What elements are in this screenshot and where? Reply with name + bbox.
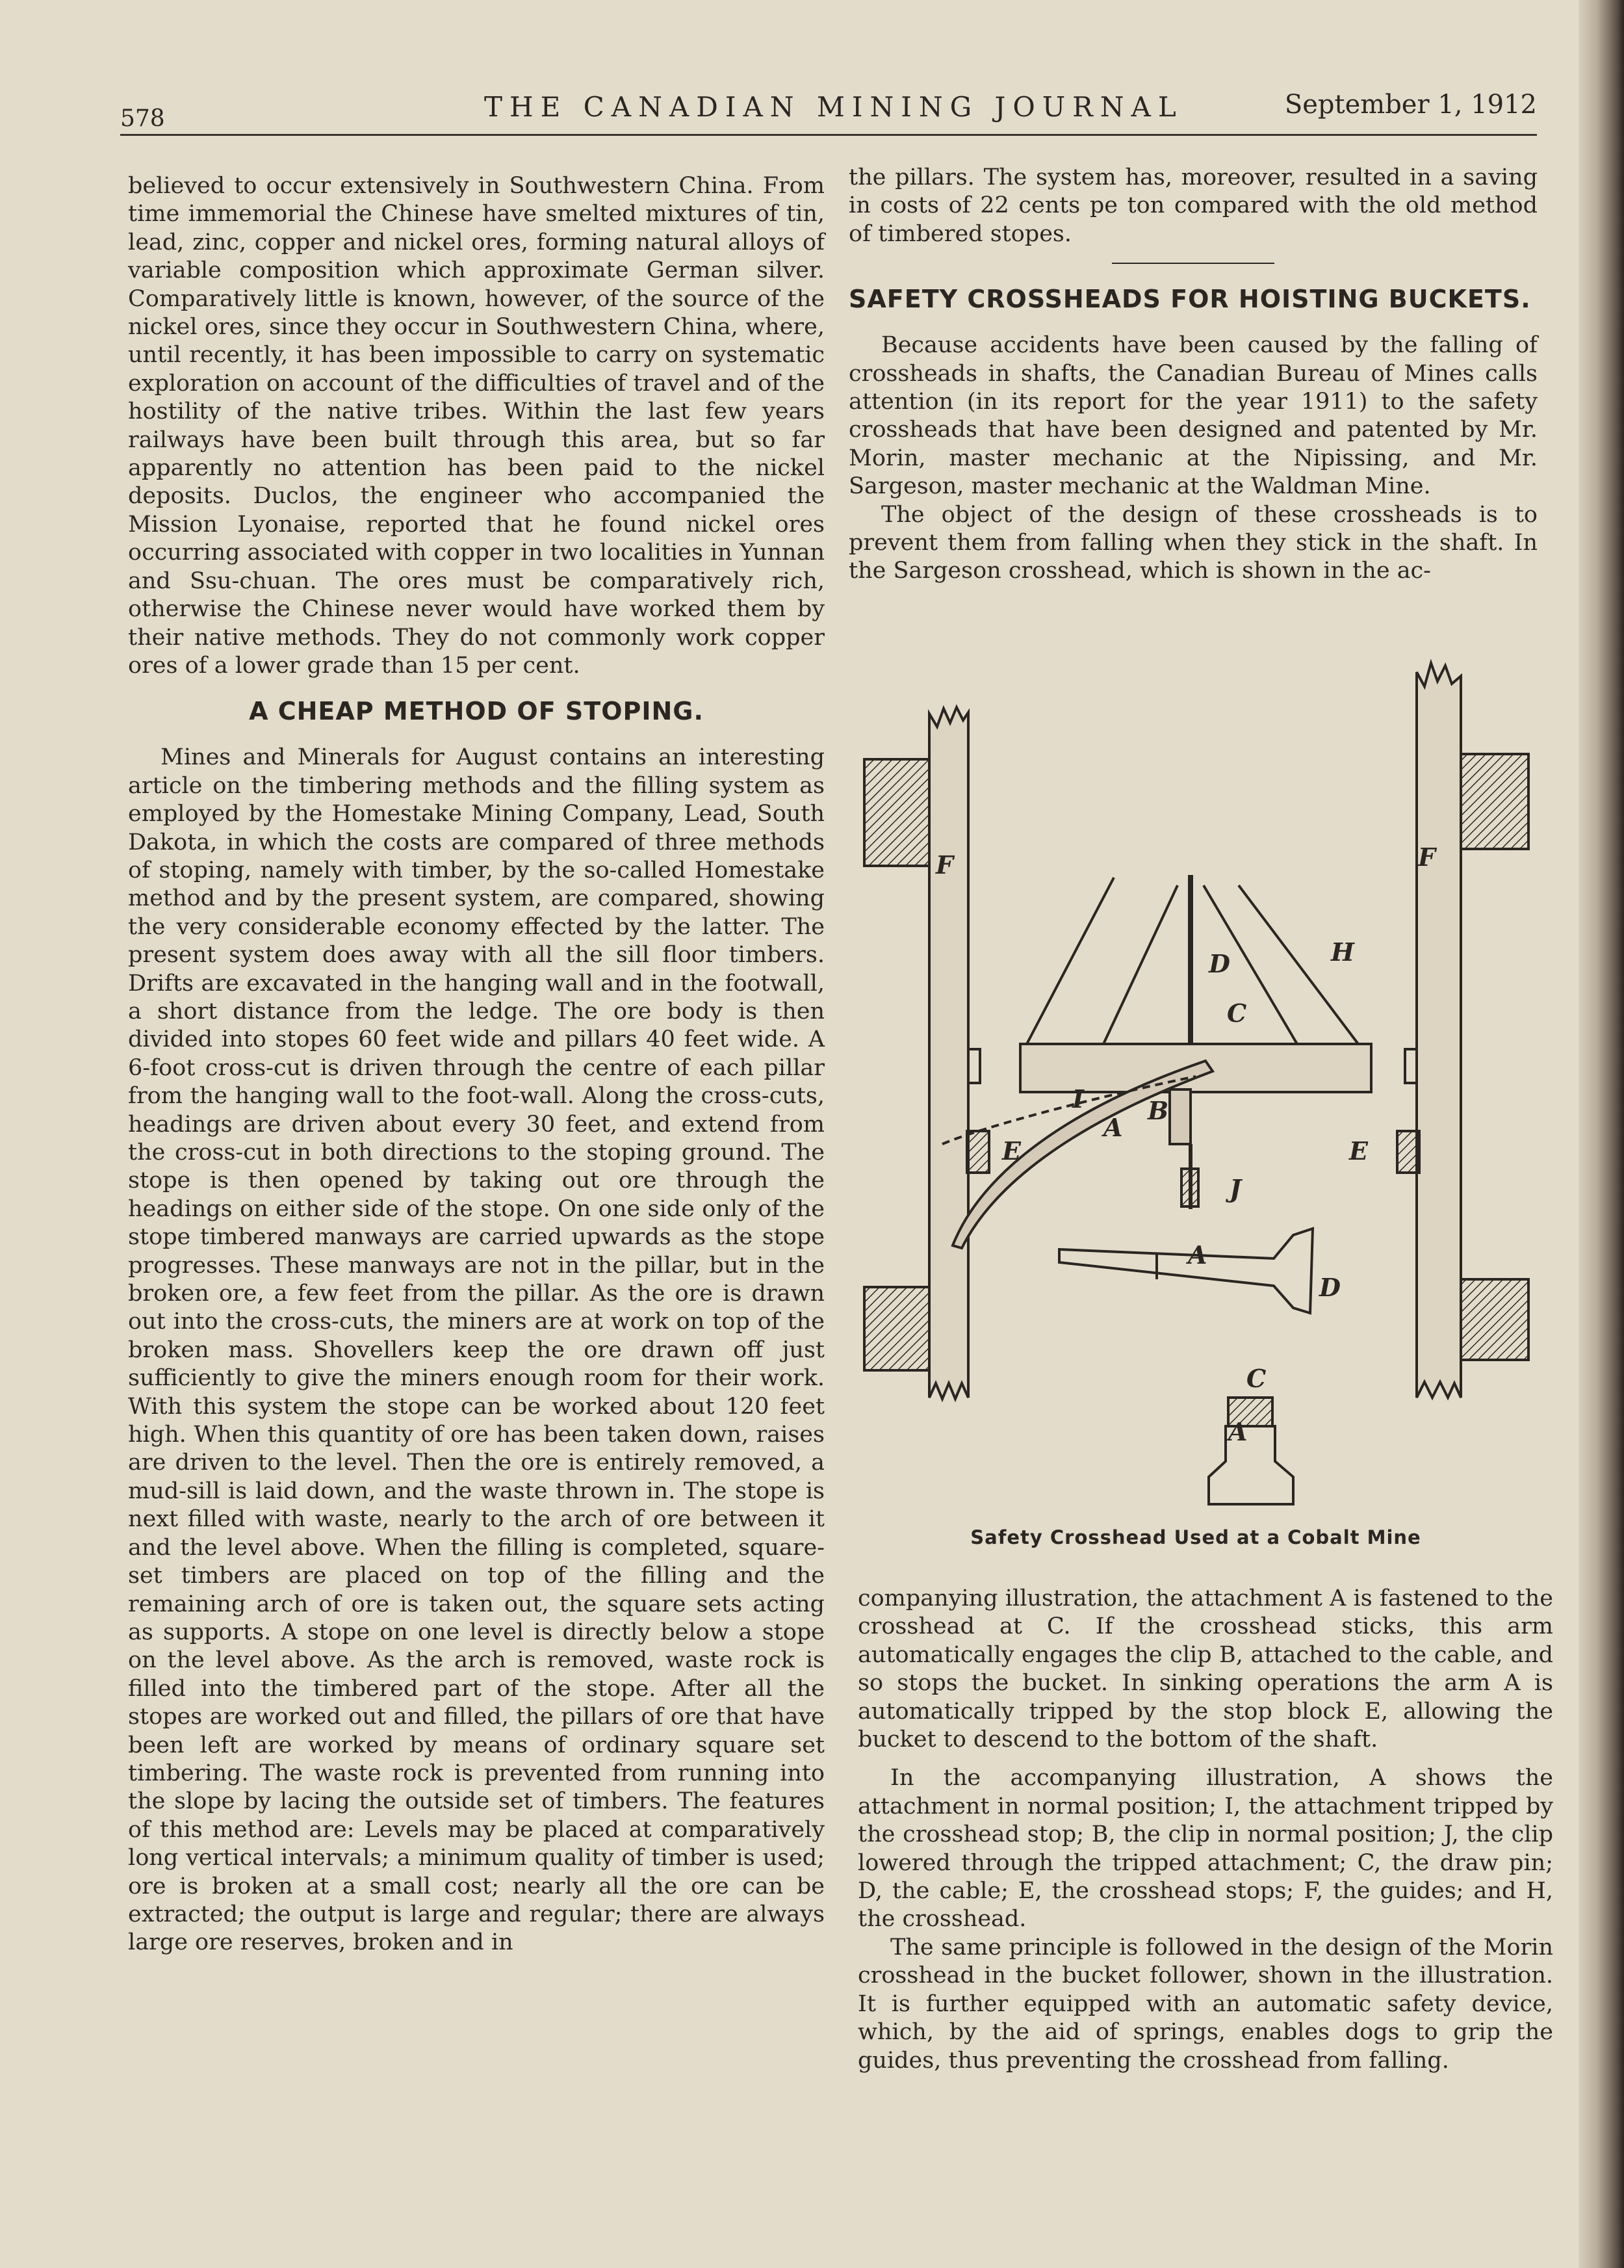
morin-crosshead-paragraph: The same principle is followed in the design of the Morin crosshead in the bucket follower, shown in the illustration. It is further equipped with an automatic safety device, which, by the aid of springs, enables dogs to grip the guides, thus preventing the crosshead from falling. [858,1934,1553,2074]
left-column [128,172,825,1957]
journal-title: THE CANADIAN MINING JOURNAL [484,91,1183,123]
right-column-bottom [858,1585,1553,2075]
page-number: 578 [120,105,165,132]
crossheads-object-paragraph: The object of the design of these crossheads is to prevent them from falling when they stick in the shaft. In the Sargeson crosshead, which is shown in the ac- [849,501,1538,584]
crosshead-diagram [845,650,1547,1521]
crossheads-intro-paragraph: Because accidents have been caused by the falling of crossheads in shafts, the Canadian Bureau of Mines calls attention (in its report for the year 1911) to the safety crossheads that have been designed and patented by Mr. Morin, master mechanic at the Nipissing, and Mr. Sargeson, master mechanic at the Waldman Mine. [849,332,1538,500]
nickel-paragraph: believed to occur extensively in Southwestern China. From time immemorial the Chinese have smelted mixtures of tin, lead, zinc, copper and nickel ores, forming natural alloys of variable composition which approximate German silver. Comparatively little is known, however, of the source of the nickel ores, since they occur in Southwestern China, where, until recently, it has been impossible to carry on systematic exploration on account of the difficulties of travel and of the hostility of the native tribes. Within the last few years railways have been built through this area, but so far apparently no attention has been paid to the nickel deposits. Duclos, the engineer who accompanied the Mission Lyonaise, reported that he found nickel ores occurring associated with copper in two localities in Yunnan and Ssu-chuan. The ores must be comparatively rich, otherwise the Chinese never would have worked them by their native methods. They do not commonly work copper ores of a lower grade than 15 per cent. [128,173,825,679]
clip-lowered [1181,1169,1198,1206]
running-header [120,83,1537,135]
figure-caption: Safety Crosshead Used at a Cobalt Mine [970,1526,1421,1548]
stop-block-right [1397,1131,1419,1173]
clip [1170,1089,1191,1144]
label-a-detail: A [1188,1240,1207,1270]
label-j-clip-lowered: J [1230,1174,1241,1203]
stoping-article-body: Mines and Minerals for August contains an interesting article on the timbering methods and the filling system as employed by the Homestake Mining Company, Lead, South Dakota, in which the costs are compared of three methods of stoping, namely with timber, by the so-called Homestake method and by the present system, are compared, showing the very considerable economy effected by the latter. The present system does away with all the sill floor timbers. Drifts are excavated in the hanging wall and in the footwall, a short distance from the ledge. The ore body is then divided into stopes 60 feet wide and pillars 40 feet wide. A 6-foot cross-cut is driven through the centre of each pillar from the hanging wall to the foot-wall. Along the cross-cuts, headings are driven about every 30 feet, and extend from the cross-cut in both directions to the stoping ground. The stope is then opened by taking out ore through the headings on either side of the stope. On one side only of the stope timbered manways are carried upwards as the stope progresses. These manways are not in the pillar, but in the broken ore, a few feet from the pillar. As the ore is drawn out into the cross-cuts, the miners are at work on top of the broken mass. Shovellers keep the ore drawn off just sufficiently to give the miners enough room for their work. With this system the stope can be worked about 120 feet high. When this quantity of ore has been taken down, raises are driven to the level. Then the ore is entirely removed, a mud-sill is laid down, and the waste thrown in. The stope is next filled with waste, nearly to the arch of ore between it and the level above. When the filling is completed, square-set timbers are placed on top of the filling and the remaining arch of ore is taken out, the square sets acting as supports. A stope on one level is directly below a stope on the level above. As the arch is removed, waste rock is filled into the timbered part of the stope. After all the stopes are worked out and filled, the pillars of ore that have been left are worked by means of ordinary square set timbering. The waste rock is prevented from running into the slope by lacing the outside set of timbers. The features of this method are: Levels may be placed at comparatively long vertical intervals; a minimum quality of timber is used; ore is broken at a small cost; nearly all the ore can be extracted; the output is large and regular; there are always large ore reserves, broken and in [128,744,825,1956]
label-a-draw-pin: A [1228,1417,1248,1446]
label-f-right: F [1418,842,1436,872]
crossheads-headline: SAFETY CROSSHEADS FOR HOISTING BUCKETS. [849,285,1531,314]
label-e-right: E [1349,1136,1368,1166]
header-rule [120,134,1537,136]
wall-block-upper-right [1457,754,1528,849]
pillars-paragraph: the pillars. The system has, moreover, resulted in a saving in costs of 22 cents pe ton compared with the old method of timbered stopes. [849,164,1538,247]
label-i-tripped: I [1072,1084,1084,1114]
crosshead-mechanism-paragraph: companying illustration, the attachment A is fastened to the crosshead at C. If the crosshead sticks, this arm automatically engages the clip B, attached to the cable, and so stops the bucket. In sinking operations the arm A is automatically tripped by the stop block E, allowing the bucket to descend to the bottom of the shaft. [858,1585,1553,1753]
guide-left [929,707,968,1399]
attachment-detail [1059,1229,1313,1313]
stoping-headline: A CHEAP METHOD OF STOPING. [249,697,704,726]
stop-block-left [967,1131,989,1173]
guide-right [1417,663,1461,1398]
label-a-arm: A [1103,1113,1123,1142]
label-d-detail: D [1319,1273,1341,1302]
label-f-left: F [936,850,953,880]
section-divider [1112,263,1274,264]
label-b-clip: B [1148,1096,1169,1125]
crossbar-end-right [1405,1049,1417,1083]
illustration-key-paragraph: In the accompanying illustration, A shows the attachment in normal position; I, the attachment tripped by the crosshead stop; B, the clip in normal position; J, the clip lowered through the tripped attachment; C, the draw pin; D, the cable; E, the crosshead stops; F, the guides; and H, the crosshead. [858,1765,1553,1933]
label-d-cable: D [1209,949,1230,978]
label-c-draw-pin: C [1246,1364,1267,1393]
label-e-left: E [1002,1136,1021,1166]
wall-block-upper-left [864,759,932,866]
right-column-top [849,164,1538,586]
label-c-pin: C [1227,998,1247,1028]
page-edge-shadow [1579,0,1624,2268]
draw-pin-body [1209,1426,1293,1504]
issue-date: September 1, 1912 [1284,90,1537,120]
crosshead-figure [845,650,1547,1567]
crossbar-end-left [968,1049,980,1083]
wall-block-lower-left [864,1287,932,1370]
label-h-crosshead: H [1331,937,1354,967]
wall-block-lower-right [1457,1279,1528,1360]
